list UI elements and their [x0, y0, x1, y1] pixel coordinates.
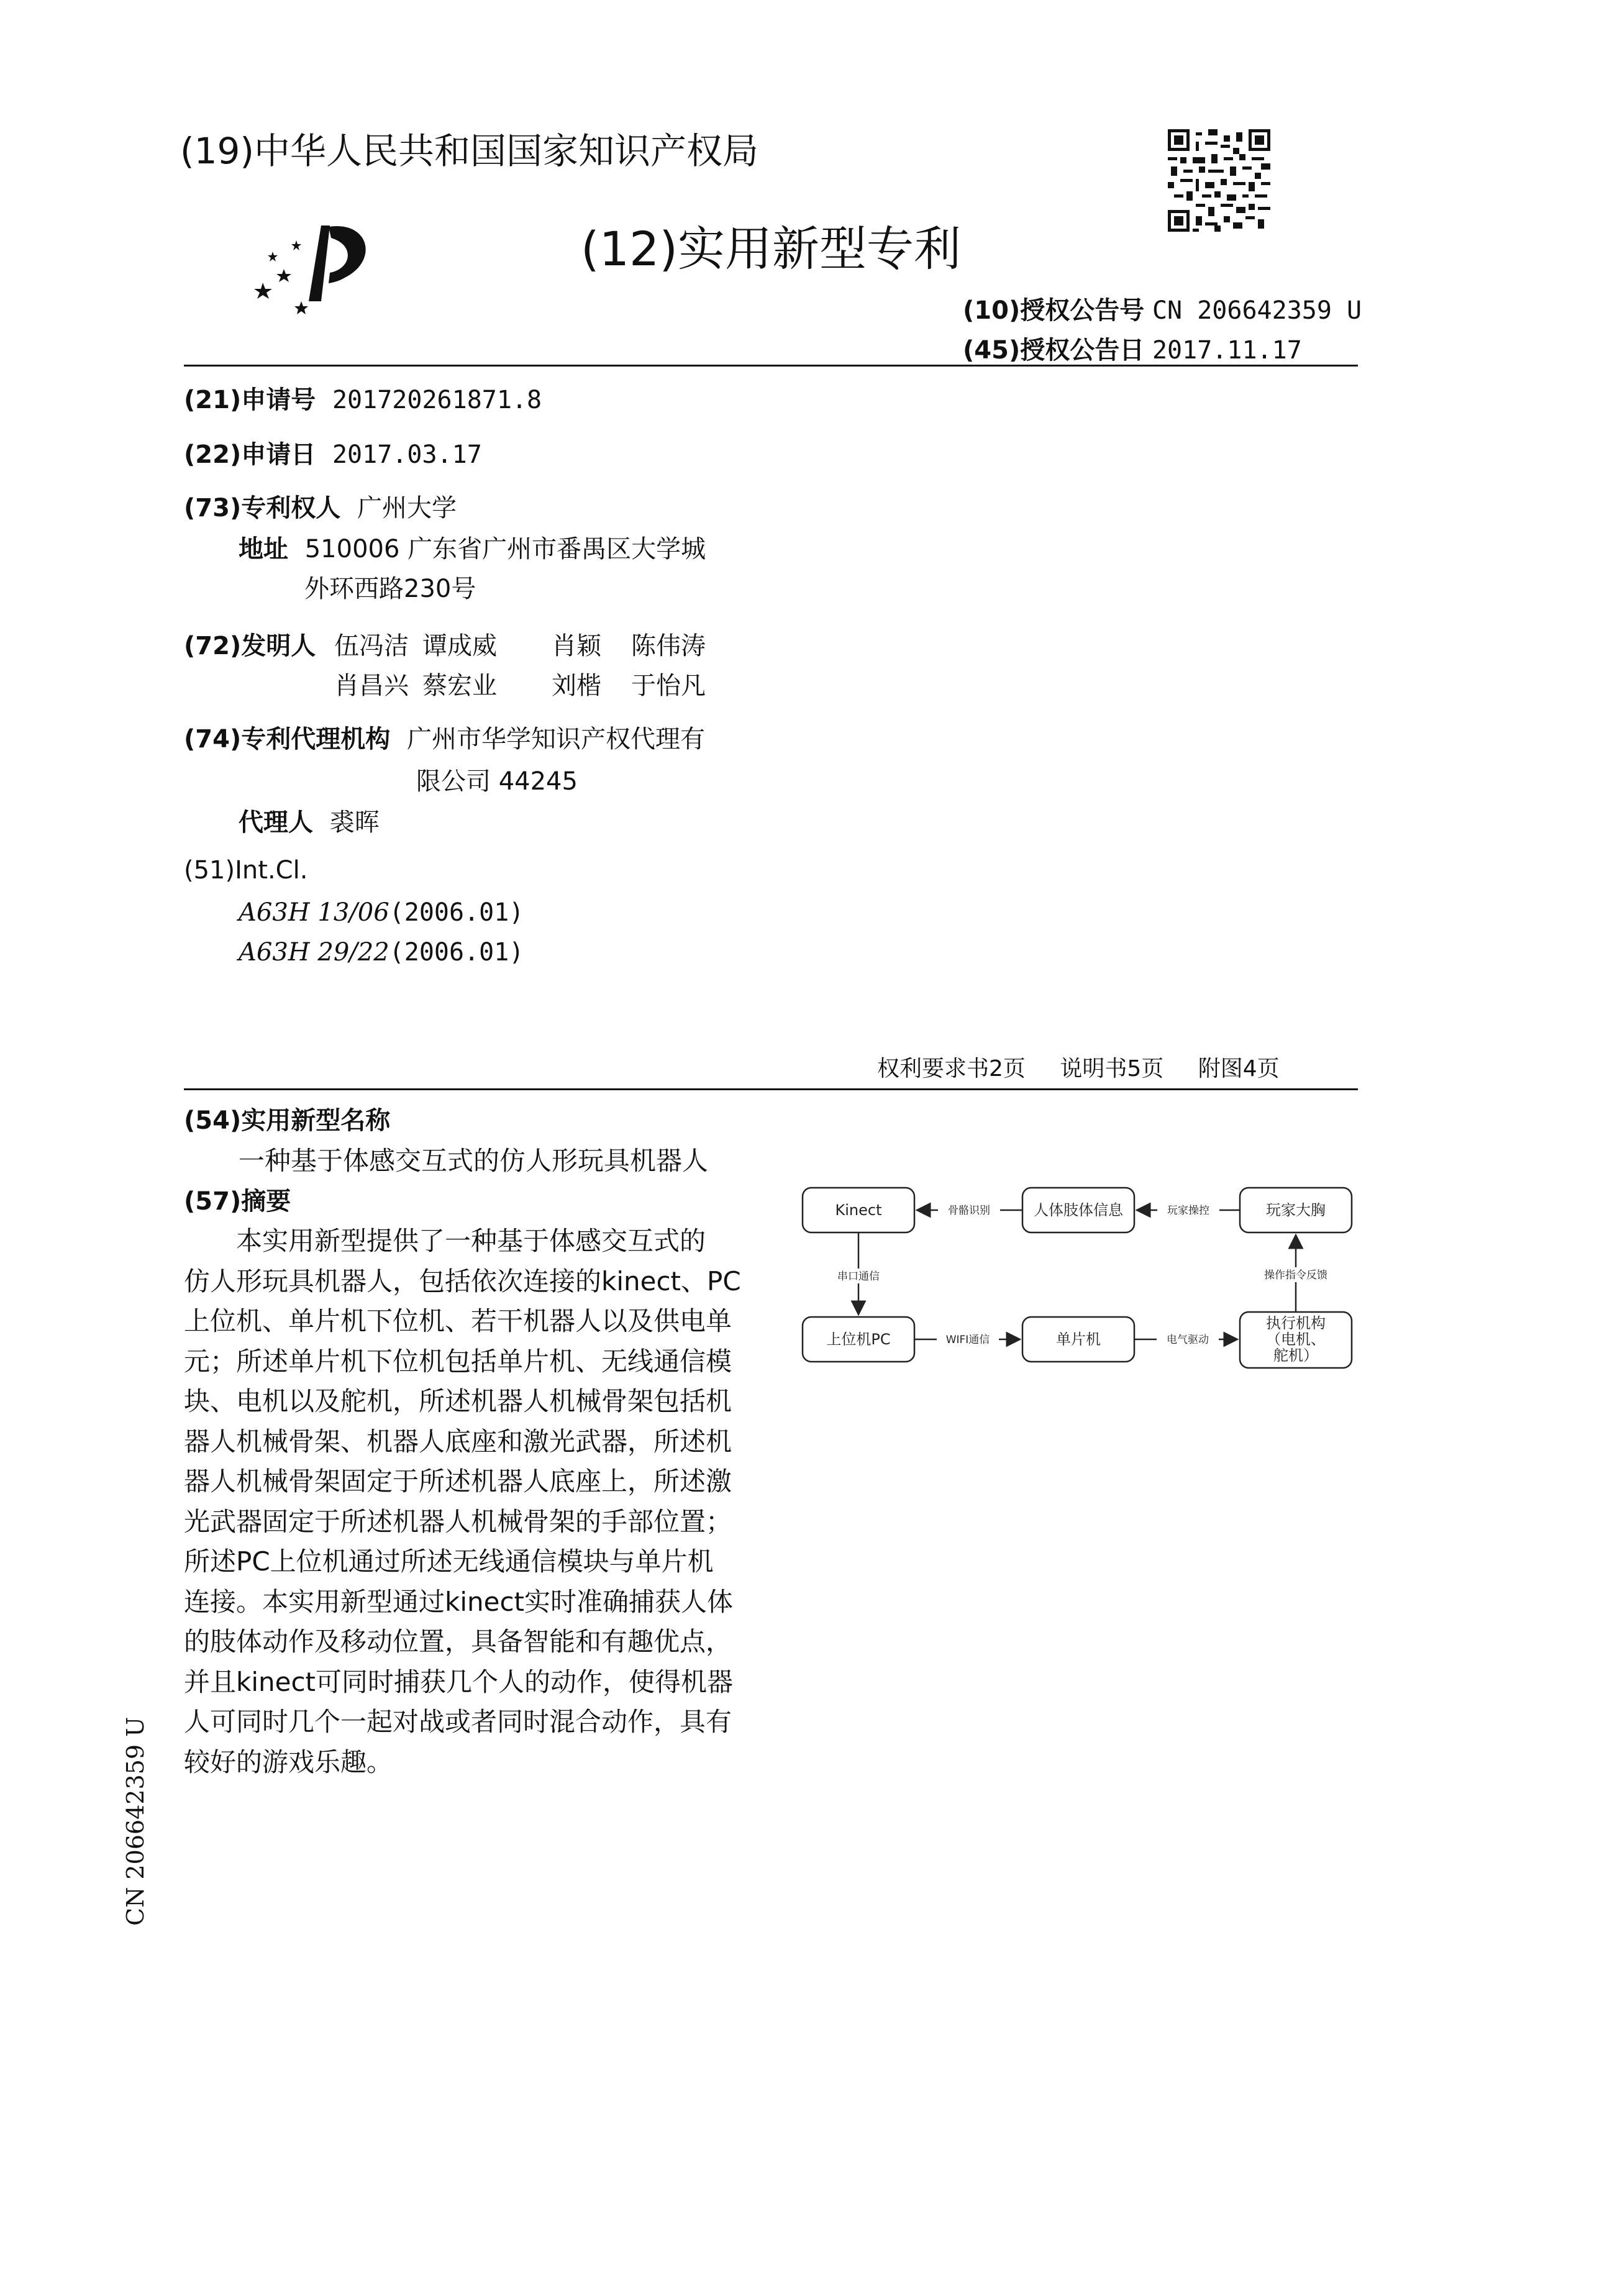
abstract-line: 上位机、单片机下位机、若干机器人以及供电单 — [184, 1306, 732, 1336]
pub-date-label: (45)授权公告日 — [963, 336, 1145, 365]
abstract-label: (57)摘要 — [184, 1187, 291, 1216]
system-block-diagram — [795, 1174, 1398, 1379]
abstract-line: 器人机械骨架、机器人底座和激光武器，所述机 — [184, 1426, 732, 1457]
drawings-pages: 附图4页 — [1198, 1056, 1280, 1082]
inventor-name: 蔡宏业 — [422, 672, 497, 700]
abstract-line: 仿人形玩具机器人，包括依次连接的kinect、PC — [184, 1265, 741, 1296]
inventor-name: 谭成威 — [422, 632, 497, 660]
header-divider — [184, 365, 1358, 367]
agent-value: 裘晖 — [329, 808, 380, 837]
issuing-authority: (19)中华人民共和国国家知识产权局 — [180, 130, 759, 172]
abstract-line: 并且kinect可同时捕获几个人的动作，使得机器 — [184, 1666, 734, 1697]
inventor-name: 伍冯洁 — [334, 632, 409, 660]
agent-label: 代理人 — [239, 808, 313, 837]
claims-pages: 权利要求书2页 — [877, 1056, 1026, 1082]
patentee — [184, 488, 457, 524]
patentee-label: (73)专利权人 — [184, 494, 341, 522]
address — [239, 529, 706, 565]
abstract-line: 元；所述单片机下位机包括单片机、无线通信模 — [184, 1346, 732, 1377]
app-date-value: 2017.03.17 — [332, 440, 482, 469]
publication-date — [963, 330, 1302, 366]
app-no-value: 201720261871.8 — [332, 386, 542, 414]
abstract-line: 较好的游戏乐趣。 — [184, 1746, 393, 1777]
qr-code — [1168, 129, 1270, 232]
publication-number — [963, 291, 1362, 326]
abstract-text — [184, 1221, 743, 1782]
description-pages: 说明书5页 — [1060, 1056, 1164, 1082]
player-label: 玩家大胸 — [1266, 1201, 1326, 1219]
int-cl-code: A63H 13/06 — [239, 898, 389, 927]
kinect-label: Kinect — [835, 1201, 882, 1219]
app-no-label: (21)申请号 — [184, 386, 316, 414]
human-info-label: 人体肢体信息 — [1034, 1201, 1123, 1219]
abstract-line: 块、电机以及舵机，所述机器人机械骨架包括机 — [184, 1386, 732, 1416]
pub-date-value: 2017.11.17 — [1152, 336, 1302, 365]
abstract-line: 器人机械骨架固定于所述机器人底座上，所述激 — [184, 1466, 732, 1496]
address-label: 地址 — [239, 535, 288, 563]
utility-model-title: 一种基于体感交互式的仿人形玩具机器人 — [239, 1146, 709, 1176]
inventor-name: 陈伟涛 — [631, 632, 706, 660]
edge-label-wifi: WIFI通信 — [945, 1334, 990, 1346]
int-cl-entry — [239, 938, 524, 967]
app-date-label: (22)申请日 — [184, 440, 316, 469]
edge-label-serial: 串口通信 — [837, 1270, 880, 1283]
actuator-label-3: 舵机） — [1273, 1347, 1318, 1364]
inventor-name: 肖颖 — [552, 632, 601, 660]
section-divider — [184, 1088, 1358, 1090]
int-cl-version: (2006.01) — [389, 938, 524, 967]
address-line-1: 510006 广东省广州市番禺区大学城 — [304, 535, 706, 563]
side-publication-code: CN 206642359 U — [122, 1716, 149, 1926]
agency-line-2: 限公司 44245 — [416, 767, 578, 796]
page-counts — [877, 1051, 1307, 1083]
actuator-label-2: （电机、 — [1266, 1331, 1326, 1348]
inventors — [184, 626, 316, 662]
int-cl-code: A63H 29/22 — [239, 938, 389, 967]
utility-model-title-label: (54)实用新型名称 — [184, 1106, 391, 1135]
inventor-name: 肖昌兴 — [334, 672, 409, 700]
actuator-label-1: 执行机构 — [1266, 1314, 1326, 1332]
int-cl-label: (51)Int.Cl. — [184, 856, 308, 885]
agency-label: (74)专利代理机构 — [184, 725, 391, 754]
application-date — [184, 435, 482, 470]
mcu-label: 单片机 — [1056, 1331, 1101, 1348]
int-cl-entry — [239, 898, 524, 927]
application-number — [184, 380, 542, 416]
patentee-value: 广州大学 — [357, 494, 457, 522]
document-type: (12)实用新型专利 — [581, 221, 962, 276]
edge-label-drive: 电气驱动 — [1167, 1334, 1209, 1346]
address-line-2: 外环西路230号 — [304, 575, 476, 603]
edge-label-player-control: 玩家操控 — [1167, 1205, 1209, 1217]
abstract-line: 连接。本实用新型通过kinect实时准确捕获人体 — [184, 1586, 734, 1617]
agent — [239, 803, 380, 838]
inventor-name: 于怡凡 — [631, 672, 706, 700]
abstract-line: 的肢体动作及移动位置，具备智能和有趣优点， — [184, 1626, 732, 1657]
abstract-line: 本实用新型提供了一种基于体感交互式的 — [236, 1226, 706, 1256]
edge-label-feedback: 操作指令反馈 — [1264, 1269, 1327, 1282]
pc-label: 上位机PC — [826, 1331, 891, 1348]
sipo-logo — [252, 208, 401, 326]
agency-line-1: 广州市华学知识产权代理有 — [406, 725, 705, 754]
edge-label-skeleton: 骨骼识别 — [948, 1205, 990, 1217]
int-cl-version: (2006.01) — [389, 898, 524, 927]
patent-agency — [184, 719, 705, 755]
pub-no-value: CN 206642359 U — [1152, 296, 1362, 325]
abstract-line: 光武器固定于所述机器人机械骨架的手部位置； — [184, 1506, 732, 1537]
pub-no-label: (10)授权公告号 — [963, 296, 1145, 325]
inventors-label: (72)发明人 — [184, 632, 316, 660]
abstract-line: 人可同时几个一起对战或者同时混合动作，具有 — [184, 1706, 732, 1737]
inventor-name: 刘楷 — [552, 672, 601, 700]
abstract-line: 所述PC上位机通过所述无线通信模块与单片机 — [184, 1546, 714, 1577]
